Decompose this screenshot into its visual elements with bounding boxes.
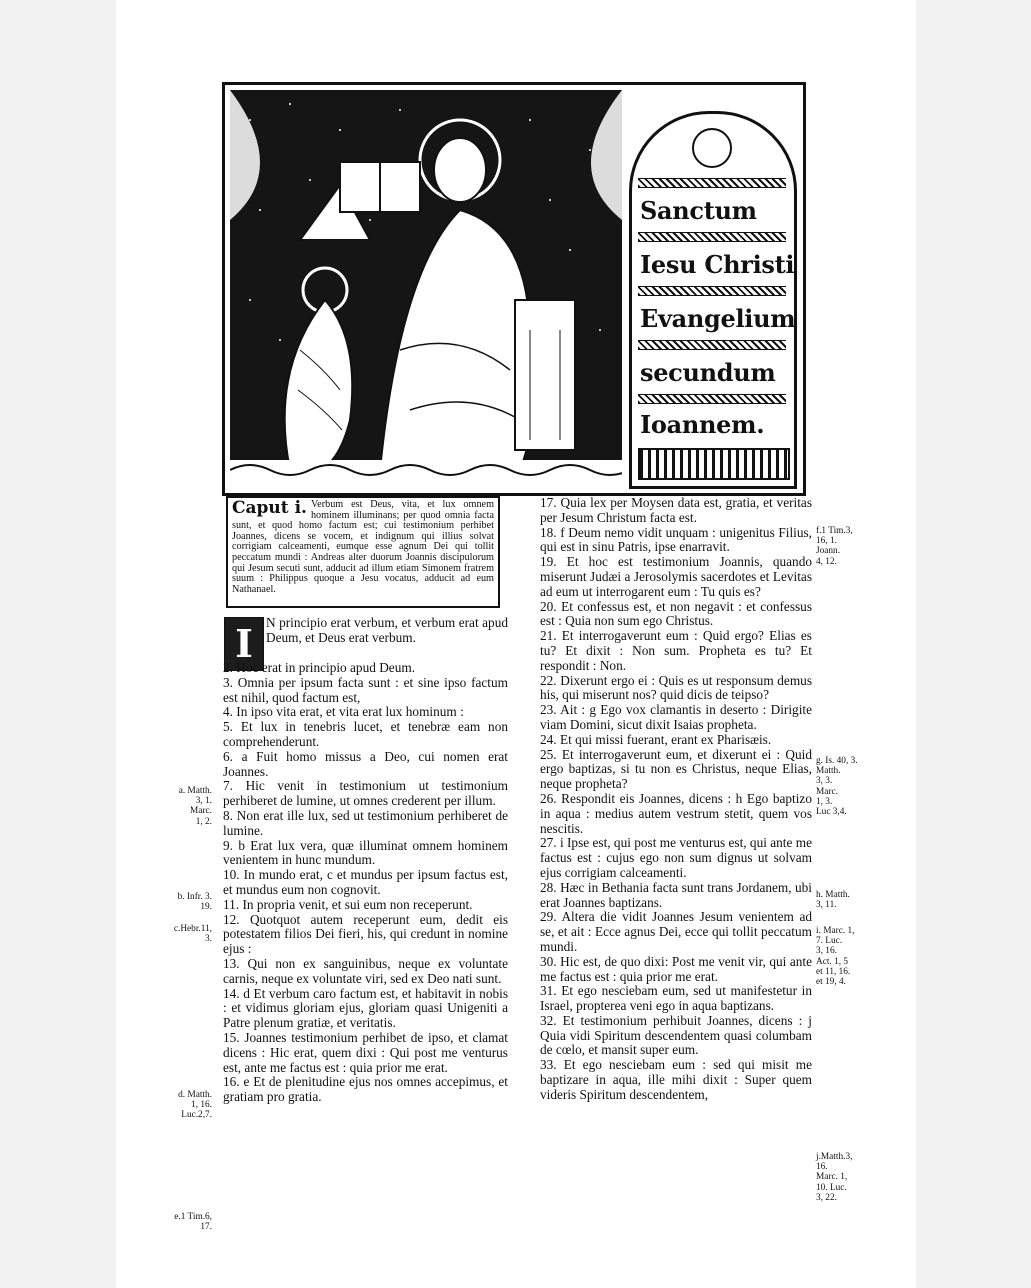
saint-john-engraving (230, 90, 622, 486)
verse: 23. Ait : g Ego vox clamantis in deserto : Dirigite viam Domini, sicut dixit Isaias propheta. (540, 702, 812, 732)
verse: 26. Respondit eis Joannes, dicens : h Ego baptizo in aqua : medius autem vestrum stetit, quem vos nescitis. (540, 790, 812, 836)
verse: 21. Et interrogaverunt eum : Quid ergo? Elias es tu? Et dixit : Non sum. Propheta es tu? Et respondit : Non. (540, 628, 812, 673)
illustrated-header (222, 82, 806, 496)
verse: 33. Et ego nesciebam eum : sed qui misit me baptizare in aqua, ille mihi dixit : Super quem videris Spiritum descendentem, (540, 1057, 812, 1102)
title-line-3: Evangelium (640, 304, 796, 333)
ornament-band (638, 286, 786, 296)
margin-note-i: i. Marc. 1, 7. Luc. 3, 16. Act. 1, 5 et 11, 16. et 19, 4. (816, 926, 855, 988)
ornament-band (638, 340, 786, 350)
margin-note-b: b. Infr. 3. 19. (177, 892, 212, 913)
verse: 19. Et hoc est testimonium Joannis, quando miserunt Judæi a Jerosolymis sacerdotes et Levitas ad eum ut interrogarent eum : Tu quis es? (540, 554, 812, 599)
left-text-column (223, 661, 508, 1105)
verse: 16. e Et de plenitudine ejus nos omnes accepimus, et gratiam pro gratia. (223, 1074, 508, 1105)
verse: 9. b Erat lux vera, quæ illuminat omnem hominem venientem in hunc mundum. (223, 837, 508, 868)
margin-note-f: f.1 Tim.3, 16, 1. Joann. 4, 12. (816, 526, 853, 567)
chapter-summary (226, 496, 500, 608)
verse: 14. d Et verbum caro factum est, et habitavit in nobis : et vidimus gloriam ejus, gloriam quasi Unigeniti a Patre plenum gratiæ, et veritatis. (223, 985, 508, 1031)
verse: 31. Et ego nesciebam eum, sed ut manifestetur in Israel, propterea veni ego in aqua baptizans. (540, 983, 812, 1014)
chapter-heading: Caput i. (232, 498, 307, 518)
verse: 15. Joannes testimonium perhibet de ipso, et clamat dicens : Hic erat, quem dixi : Qui post me venturus est, ante me factus est : quia prior me erat. (223, 1029, 508, 1075)
margin-note-g: g. Is. 40, 3. Matth. 3, 3. Marc. 1, 3. Luc 3,4. (816, 756, 858, 818)
margin-note-h: h. Matth. 3, 11. (816, 890, 850, 911)
chapter-summary-text: Verbum est Deus, vita, et lux omnem hominem illuminans; per quod omnia facta sunt, et quod homo factum est; cui testimonium perhibet Joannes, dicens se vocem, et indignum qui illius solvat corrigiam calceamenti, eumque esse agnum Dei qui tollit peccatum mundi : Andreas alter duorum Joannis discipulorum qui Jesum secuti sunt, adducit ad illum etiam Simonem fratrem suum : Philippus quoque a Jesu vocatus, adducit ad eum Nathanael. (232, 499, 494, 595)
ornament-band (638, 232, 786, 242)
verse: 7. Hic venit in testimonium ut testimonium perhiberet de lumine, ut omnes crederent per illum. (223, 778, 508, 809)
title-line-2: Iesu Christi (640, 250, 795, 279)
verse: 6. a Fuit homo missus a Deo, cui nomen erat Joannes. (223, 748, 508, 779)
verse: 3. Omnia per ipsum facta sunt : et sine ipso factum est nihil, quod factum est, (223, 674, 508, 705)
right-text-column (540, 496, 812, 1103)
verse: 12. Quotquot autem receperunt eum, dedit eis potestatem filios Dei fieri, his, qui credunt in nomine ejus : (223, 911, 508, 957)
drop-capital: I (224, 617, 264, 671)
verse: 11. In propria venit, et sui eum non receperunt. (223, 896, 473, 912)
verse: 8. Non erat ille lux, sed ut testimonium perhiberet de lumine. (223, 807, 508, 838)
verse: 13. Qui non ex sanguinibus, neque ex voluntate carnis, neque ex voluntate viri, sed ex Deo nati sunt. (223, 955, 508, 986)
rosette-ornament-icon (692, 128, 732, 168)
margin-note-d: d. Matth. 1, 16. Luc.2,7. (178, 1090, 212, 1121)
verse: 27. i Ipse est, qui post me venturus est, qui ante me factus est : cujus ego non sum dignus ut solvam ejus corrigiam calceamenti. (540, 835, 812, 880)
ornament-band (638, 178, 786, 188)
verse: 28. Hæc in Bethania facta sunt trans Jordanem, ubi erat Joannes baptizans. (540, 879, 812, 910)
ornament-footer (638, 448, 790, 480)
book-page (116, 0, 916, 1288)
verse: 32. Et testimonium perhibuit Joannes, dicens : j Quia vidi Spiritum descendentem quasi columbam de cœlo, et mansit super eum. (540, 1012, 812, 1058)
verse-1-opening: N principio erat verbum, et verbum erat apud Deum, et Deus erat verbum. (266, 615, 508, 645)
margin-note-c: c.Hebr.11, 3. (173, 924, 212, 945)
verse: 29. Altera die vidit Joannes Jesum venientem ad se, et ait : Ecce agnus Dei, ecce qui tollit peccatum mundi. (540, 909, 812, 954)
margin-note-a: a. Matth. 3, 1. Marc. 1, 2. (178, 786, 212, 827)
verse: 18. f Deum nemo vidit unquam : unigenitus Filius, qui est in sinu Patris, ipse enarravit. (540, 524, 812, 555)
verse: 24. Et qui missi fuerant, erant ex Pharisæis. (540, 731, 772, 747)
verse: 25. Et interrogaverunt eum, et dixerunt ei : Quid ergo baptizas, si tu non es Christus, neque Elias, neque propheta? (540, 746, 812, 792)
verse: 22. Dixerunt ergo ei : Quis es ut responsum demus his, qui miserunt nos? quid dicis de teipso? (540, 672, 812, 703)
verse: 17. Quia lex per Moysen data est, gratia, et veritas per Jesum Christum facta est. (540, 495, 812, 525)
verse: 5. Et lux in tenebris lucet, et tenebræ eam non comprehenderunt. (223, 719, 508, 749)
verse: 2. Hoc erat in principio apud Deum. (223, 660, 416, 675)
verse: 30. Hic est, de quo dixi: Post me venit vir, qui ante me factus est : quia prior me erat. (540, 953, 812, 984)
margin-note-e: e.1 Tim.6, 17. (174, 1212, 212, 1233)
verse: 4. In ipso vita erat, et vita erat lux hominum : (223, 704, 464, 720)
verse: 20. Et confessus est, et non negavit : et confessus est : Quia non sum ego Christus. (540, 598, 812, 629)
title-line-5: Ioannem. (640, 410, 765, 439)
title-panel (629, 111, 797, 489)
ornament-band (638, 394, 786, 404)
title-line-4: secundum (640, 358, 776, 387)
title-line-1: Sanctum (640, 196, 757, 225)
margin-note-j: j.Matth.3, 16. Marc. 1, 10. Luc. 3, 22. (816, 1152, 853, 1203)
verse: 10. In mundo erat, c et mundus per ipsum factus est, et mundus eum non cognovit. (223, 867, 508, 897)
